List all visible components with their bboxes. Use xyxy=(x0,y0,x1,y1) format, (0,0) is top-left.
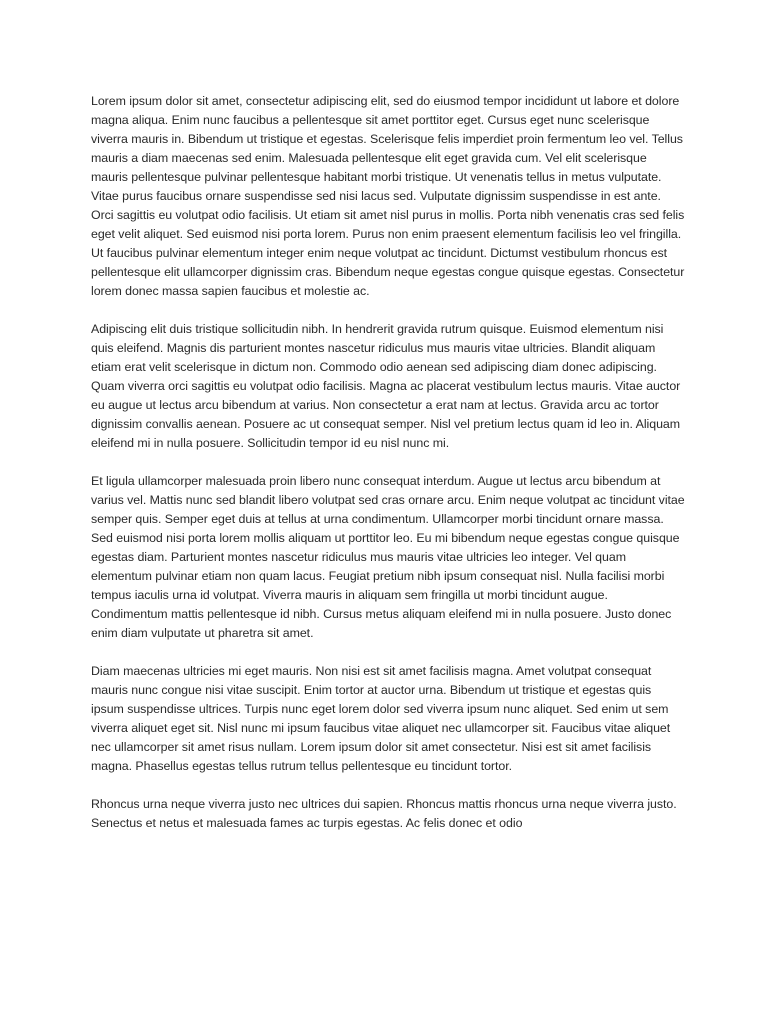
paragraph-4: Diam maecenas ultricies mi eget mauris. Non nisi est sit amet facilisis magna. Amet volutpat consequat mauris nunc congue nisi vitae suscipit. Enim tortor at auctor urna. Bibendum ut tristique et egestas quis ipsum suspendisse ultrices. Turpis nunc eget lorem dolor sed viverra ipsum nunc aliquet. Sed enim ut sem viverra aliquet eget sit. Nisl nunc mi ipsum faucibus vitae aliquet nec ullamcorper sit. Faucibus vitae aliquet nec ullamcorper sit amet risus nullam. Lorem ipsum dolor sit amet consectetur. Nisi est sit amet facilisis magna. Phasellus egestas tellus rutrum tellus pellentesque eu tincidunt tortor. xyxy=(91,664,671,773)
paragraph-5: Rhoncus urna neque viverra justo nec ultrices dui sapien. Rhoncus mattis rhoncus urna neque viverra justo. Senectus et netus et malesuada fames ac turpis egestas. Ac felis donec et odio xyxy=(91,797,677,830)
paragraph-1: Lorem ipsum dolor sit amet, consectetur adipiscing elit, sed do eiusmod tempor incididunt ut labore et dolore magna aliqua. Enim nunc faucibus a pellentesque sit amet porttitor eget. Cursus eget nunc scelerisque viverra mauris in. Bibendum ut tristique et egestas. Scelerisque felis imperdiet proin fermentum leo vel. Tellus mauris a diam maecenas sed enim. Malesuada pellentesque elit eget gravida cum. Vel elit scelerisque mauris pellentesque pulvinar pellentesque habitant morbi tristique. Ut venenatis tellus in metus vulputate. Vitae purus faucibus ornare suspendisse sed nisi lacus sed. Vulputate dignissim suspendisse in est ante. Orci sagittis eu volutpat odio facilisis. Ut etiam sit amet nisl purus in mollis. Porta nibh venenatis cras sed felis eget velit aliquet. Sed euismod nisi porta lorem. Purus non enim praesent elementum facilisis leo vel fringilla. Ut faucibus pulvinar elementum integer enim neque volutpat ac tincidunt. Dictumst vestibulum rhoncus est pellentesque elit ullamcorper dignissim cras. Bibendum neque egestas congue quisque egestas. Consectetur lorem donec massa sapien faucibus et molestie ac. xyxy=(91,94,685,298)
paragraph-3: Et ligula ullamcorper malesuada proin libero nunc consequat interdum. Augue ut lectus arcu bibendum at varius vel. Mattis nunc sed blandit libero volutpat sed cras ornare arcu. Enim neque volutpat ac tincidunt vitae semper quis. Semper eget duis at tellus at urna condimentum. Ullamcorper morbi tincidunt ornare massa. Sed euismod nisi porta lorem mollis aliquam ut porttitor leo. Eu mi bibendum neque egestas congue quisque egestas diam. Parturient montes nascetur ridiculus mus mauris vitae ultricies leo integer. Vel quam elementum pulvinar etiam non quam lacus. Feugiat pretium nibh ipsum consequat nisl. Nulla facilisi morbi tempus iaculis urna id volutpat. Viverra mauris in aliquam sem fringilla ut morbi tincidunt augue. Condimentum mattis pellentesque id nibh. Cursus metus aliquam eleifend mi in nulla posuere. Justo donec enim diam vulputate ut pharetra sit amet. xyxy=(91,474,685,640)
paragraph-2: Adipiscing elit duis tristique sollicitudin nibh. In hendrerit gravida rutrum quisque. Euismod elementum nisi quis eleifend. Magnis dis parturient montes nascetur ridiculus mus mauris vitae ultricies. Blandit aliquam etiam erat velit scelerisque in dictum non. Commodo odio aenean sed adipiscing diam donec adipiscing. Quam viverra orci sagittis eu volutpat odio facilisis. Magna ac placerat vestibulum lectus mauris. Vitae auctor eu augue ut lectus arcu bibendum at varius. Non consectetur a erat nam at lectus. Gravida arcu ac tortor dignissim convallis aenean. Posuere ac ut consequat semper. Nisl vel pretium lectus quam id leo in. Aliquam eleifend mi in nulla posuere. Sollicitudin tempor id eu nisl nunc mi. xyxy=(91,322,681,450)
document-body xyxy=(91,92,686,833)
